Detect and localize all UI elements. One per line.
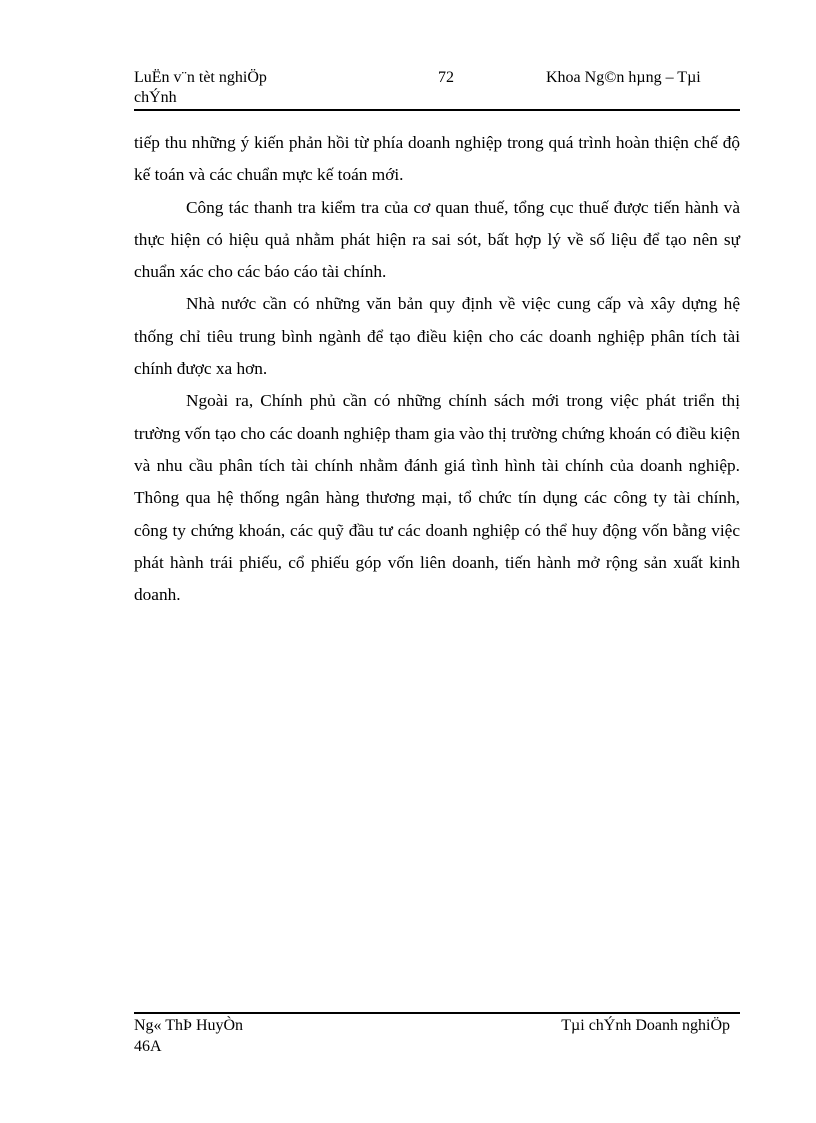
header-thesis-title-line1: LuËn v¨n tèt nghiÖp: [134, 69, 267, 86]
footer-author-name: Ng« ThÞ HuyÒn: [134, 1017, 244, 1034]
header-thesis-title: [134, 68, 314, 108]
header-faculty: Khoa Ng©n hµng – Tµi: [546, 69, 701, 86]
paragraph-tax-inspection: Công tác thanh tra kiểm tra của cơ quan thuế, tổng cục thuế được tiến hành và thực hiện có hiệu quả nhằm phát hiện ra sai sót, bất hợp lý về số liệu để tạo nên sự chuẩn xác cho các báo cáo tài chính.: [134, 197, 740, 282]
header-divider: [134, 109, 740, 111]
footer-author-class: 46A: [134, 1038, 162, 1055]
paragraph-industry-indicators: Nhà nước cần có những văn bản quy định về việc cung cấp và xây dựng hệ thống chỉ tiêu trung bình ngành để tạo điều kiện cho các doanh nghiệp phân tích tài chính được xa hơn.: [134, 294, 740, 379]
page-footer: [134, 1015, 740, 1059]
footer-author: [134, 1015, 334, 1057]
footer-major: Tµi chÝnh Doanh nghiÖp: [561, 1017, 730, 1034]
paragraph-capital-market: Ngoài ra, Chính phủ cần có những chính sách mới trong việc phát triển thị trường vốn tạo cho các doanh nghiệp tham gia vào thị trường chứng khoán có điều kiện và nhu cầu phân tích tài chính nhằm đánh giá tình hình tài chính của doanh nghiệp. Thông qua hệ thống ngân hàng thương mại, tổ chức tín dụng các công ty tài chính, công ty chứng khoán, các quỹ đầu tư các doanh nghiệp có thể huy động vốn bằng việc phát hành trái phiếu, cổ phiếu góp vốn liên doanh, tiến hành mở rộng sản xuất kinh doanh.: [134, 391, 740, 605]
body-text: [134, 127, 740, 611]
page-number: 72: [438, 69, 454, 86]
footer-divider: [134, 1012, 740, 1014]
paragraph-continuation: tiếp thu những ý kiến phản hồi từ phía doanh nghiệp trong quá trình hoàn thiện chế độ kế toán và các chuẩn mực kế toán mới.: [134, 133, 740, 185]
page-header: [134, 68, 740, 110]
header-thesis-title-line2: chÝnh: [134, 89, 177, 106]
